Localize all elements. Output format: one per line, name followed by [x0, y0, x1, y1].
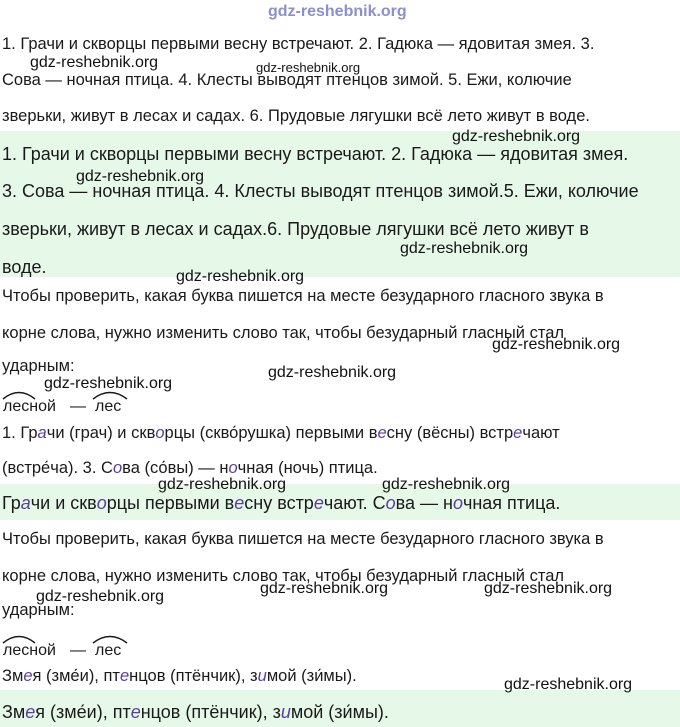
task3-line: Змея (зме́и), птенцов (птёнчик), зимой (зи́мы). [2, 667, 357, 685]
watermark-text: gdz-reshebnik.org [268, 364, 397, 381]
example-dash: — [70, 398, 86, 412]
watermark-text: gdz-reshebnik.org [484, 580, 613, 597]
watermark-text: gdz-reshebnik.org [382, 476, 511, 493]
watermark-text: gdz-reshebnik.org [504, 676, 633, 693]
watermark-text: gdz-reshebnik.org [44, 375, 173, 392]
header-watermark: gdz-reshebnik.org [268, 3, 407, 20]
watermark-text: gdz-reshebnik.org [400, 240, 529, 257]
answer1-line4: воде. [2, 257, 47, 277]
watermark-text: gdz-reshebnik.org [260, 580, 389, 597]
example-dash: — [70, 642, 86, 656]
task1-line1: 1. Грачи и скворцы первыми весну встречают. 2. Гадюка — ядовитая змея. 3. [2, 35, 595, 53]
watermark-text: gdz-reshebnik.org [76, 168, 205, 185]
rule1-line2: корне слова, нужно изменить слово так, чтобы безударный гласный стал [2, 324, 564, 342]
watermark-text: gdz-reshebnik.org [256, 60, 361, 75]
answer1-line2: 3. Сова — ночная птица. 4. Клесты выводят птенцов зимой.5. Ежи, колючие [2, 181, 639, 201]
rule1-example [0, 390, 200, 412]
example-word-les: лес [95, 398, 122, 412]
rule1-line1: Чтобы проверить, какая буква пишется на месте безударного гласного звука в [2, 287, 604, 305]
task2-line2: (встре́ча). 3. Сова (со́вы) — ночная (ночь) птица. [2, 459, 378, 477]
answer3-line: Змея (зме́и), птенцов (птёнчик), зимой (зи́мы). [2, 702, 389, 722]
watermark-text: gdz-reshebnik.org [452, 128, 581, 145]
task1-line3: зверьки, живут в лесах и садах. 6. Прудовые лягушки всё лето живут в воде. [2, 107, 590, 125]
answer1-line1: 1. Грачи и скворцы первыми весну встречают. 2. Гадюка — ядовитая змея. [2, 144, 629, 164]
rule2-line3: ударным: [2, 601, 75, 619]
rule2-line1: Чтобы проверить, какая буква пишется на месте безударного гласного звука в [2, 530, 604, 548]
example-word-lesnoi: лесной [3, 398, 56, 412]
rule2-line2: корне слова, нужно изменить слово так, чтобы безударный гласный стал [2, 567, 564, 585]
example-word-lesnoi: лесной [3, 642, 56, 656]
example-word-les: лес [95, 642, 122, 656]
answer1-line3: зверьки, живут в лесах и садах.6. Прудовые лягушки всё лето живут в [2, 219, 589, 239]
task2-line1: 1. Грачи (грач) и скворцы (скво́рушка) первыми весну (вёсны) встречают [2, 424, 560, 442]
task1-line2: Сова — ночная птица. 4. Клесты выводят птенцов зимой. 5. Ежи, колючие [2, 71, 572, 89]
watermark-text: gdz-reshebnik.org [30, 54, 159, 71]
watermark-text: gdz-reshebnik.org [158, 476, 287, 493]
watermark-text: gdz-reshebnik.org [36, 588, 165, 605]
answer2-line: Грачи и скворцы первыми весну встречают. Сова — ночная птица. [2, 493, 561, 513]
watermark-text: gdz-reshebnik.org [492, 336, 621, 353]
rule2-example [0, 634, 200, 656]
rule1-line3: ударным: [2, 357, 75, 375]
watermark-text: gdz-reshebnik.org [176, 268, 305, 285]
